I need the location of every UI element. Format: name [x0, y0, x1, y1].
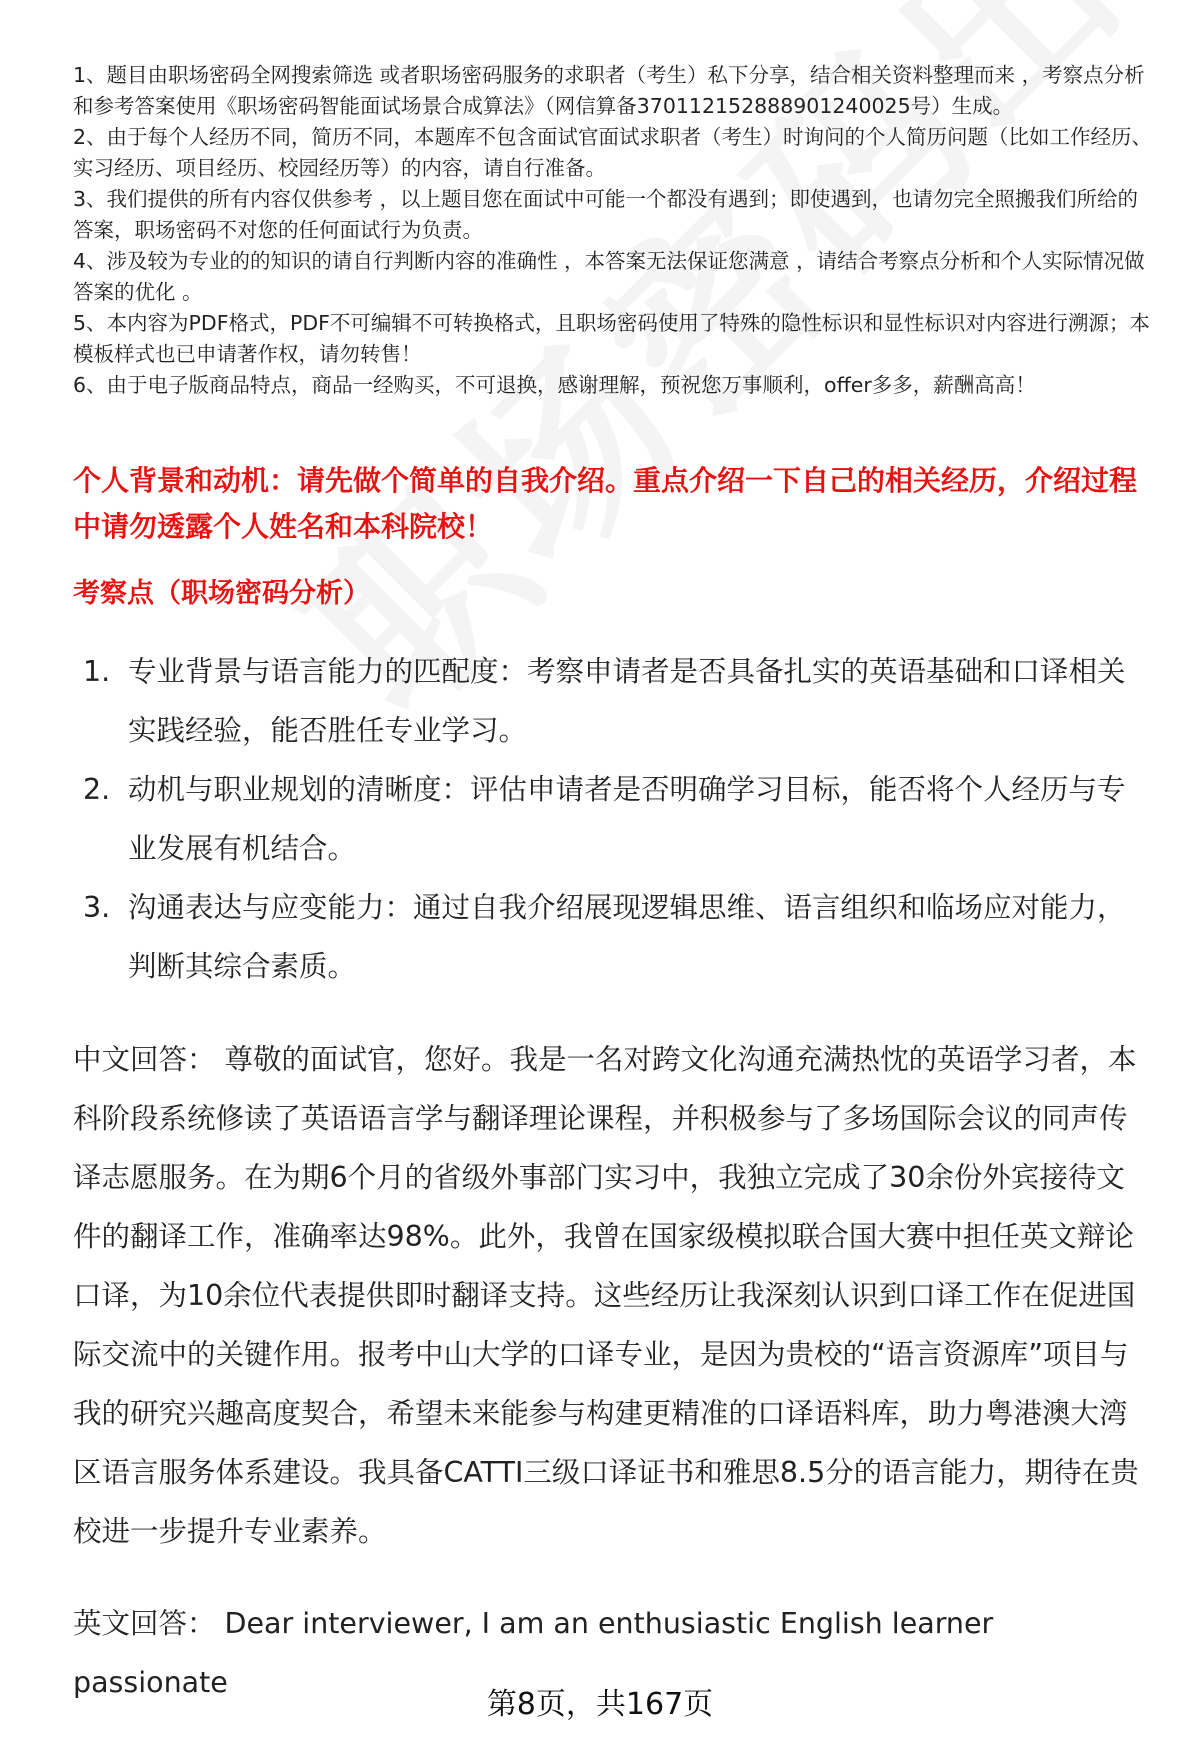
disclaimer-item: 4、涉及较为专业的的知识的请自行判断内容的准确性 ，本答案无法保证您满意 ，请结合考察点分析和个人实际情况做答案的优化 。	[73, 249, 1145, 304]
disclaimer-item: 3、我们提供的所有内容仅供参考 ，以上题目您在面试中可能一个都没有遇到；即使遇到，也请勿完全照搬我们所给的答案，职场密码不对您的任何面试行为负责。	[73, 187, 1139, 242]
disclaimer-item: 2、由于每个人经历不同，简历不同，本题库不包含面试官面试求职者（考生）时询问的个人简历问题（比如工作经历、实习经历、项目经历、校园经历等）的内容，请自行准备。	[73, 125, 1153, 180]
disclaimer-item: 1、题目由职场密码全网搜索筛选 或者职场密码服务的求职者（考生）私下分享，结合相关资料整理而来 ，考察点分析和参考答案使用《职场密码智能面试场景合成算法》（网信算备370112152888901240025号）生成。	[73, 63, 1145, 118]
chinese-answer: 中文回答： 尊敬的面试官，您好。我是一名对跨文化沟通充满热忱的英语学习者，本科阶段系统修读了英语语言学与翻译理论课程，并积极参与了多场国际会议的同声传译志愿服务。在为期6个月的省级外事部门实习中，我独立完成了30余份外宾接待文件的翻译工作，准确率达98%。此外，我曾在国家级模拟联合国大赛中担任英文辩论口译，为10余位代表提供即时翻译支持。这些经历让我深刻认识到口译工作在促进国际交流中的关键作用。报考中山大学的口译专业，是因为贵校的“语言资源库”项目与我的研究兴趣高度契合，希望未来能参与构建更精准的口译语料库，助力粤港澳大湾区语言服务体系建设。我具备CATTI三级口译证书和雅思8.5分的语言能力，期待在贵校进一步提升专业素养。	[73, 1043, 1139, 1548]
page-number: 第8页，共167页	[486, 1687, 714, 1722]
point-text: 动机与职业规划的清晰度：评估申请者是否明确学习目标，能否将个人经历与专业发展有机结合。	[128, 773, 1126, 865]
point-number: 3.	[83, 891, 111, 924]
disclaimer-item: 6、由于电子版商品特点，商品一经购买，不可退换，感谢理解，预祝您万事顺利，offer多多，薪酬高高！	[73, 373, 1036, 397]
point-number: 1.	[83, 655, 111, 688]
assessment-point	[83, 878, 1153, 996]
point-text: 专业背景与语言能力的匹配度：考察申请者是否具备扎实的英语基础和口译相关实践经验，能否胜任专业学习。	[128, 655, 1126, 747]
assessment-point	[83, 642, 1153, 760]
disclaimer-item: 5、本内容为PDF格式，PDF不可编辑不可转换格式，且职场密码使用了特殊的隐性标识和显性标识对内容进行溯源；本模板样式也已申请著作权，请勿转售！	[73, 311, 1150, 366]
english-answer: 英文回答： Dear interviewer, I am an enthusiastic English learner passionate	[73, 1607, 994, 1699]
assessment-points-list	[83, 642, 1153, 996]
point-text: 沟通表达与应变能力：通过自我介绍展现逻辑思维、语言组织和临场应对能力，判断其综合素质。	[128, 891, 1126, 983]
interview-question: 个人背景和动机：请先做个简单的自我介绍。重点介绍一下自己的相关经历，介绍过程中请勿透露个人姓名和本科院校！	[73, 464, 1138, 543]
assessment-points-title: 考察点（职场密码分析）	[73, 578, 370, 609]
assessment-point	[83, 760, 1153, 878]
disclaimer-block	[73, 60, 1153, 401]
point-number: 2.	[83, 773, 111, 806]
